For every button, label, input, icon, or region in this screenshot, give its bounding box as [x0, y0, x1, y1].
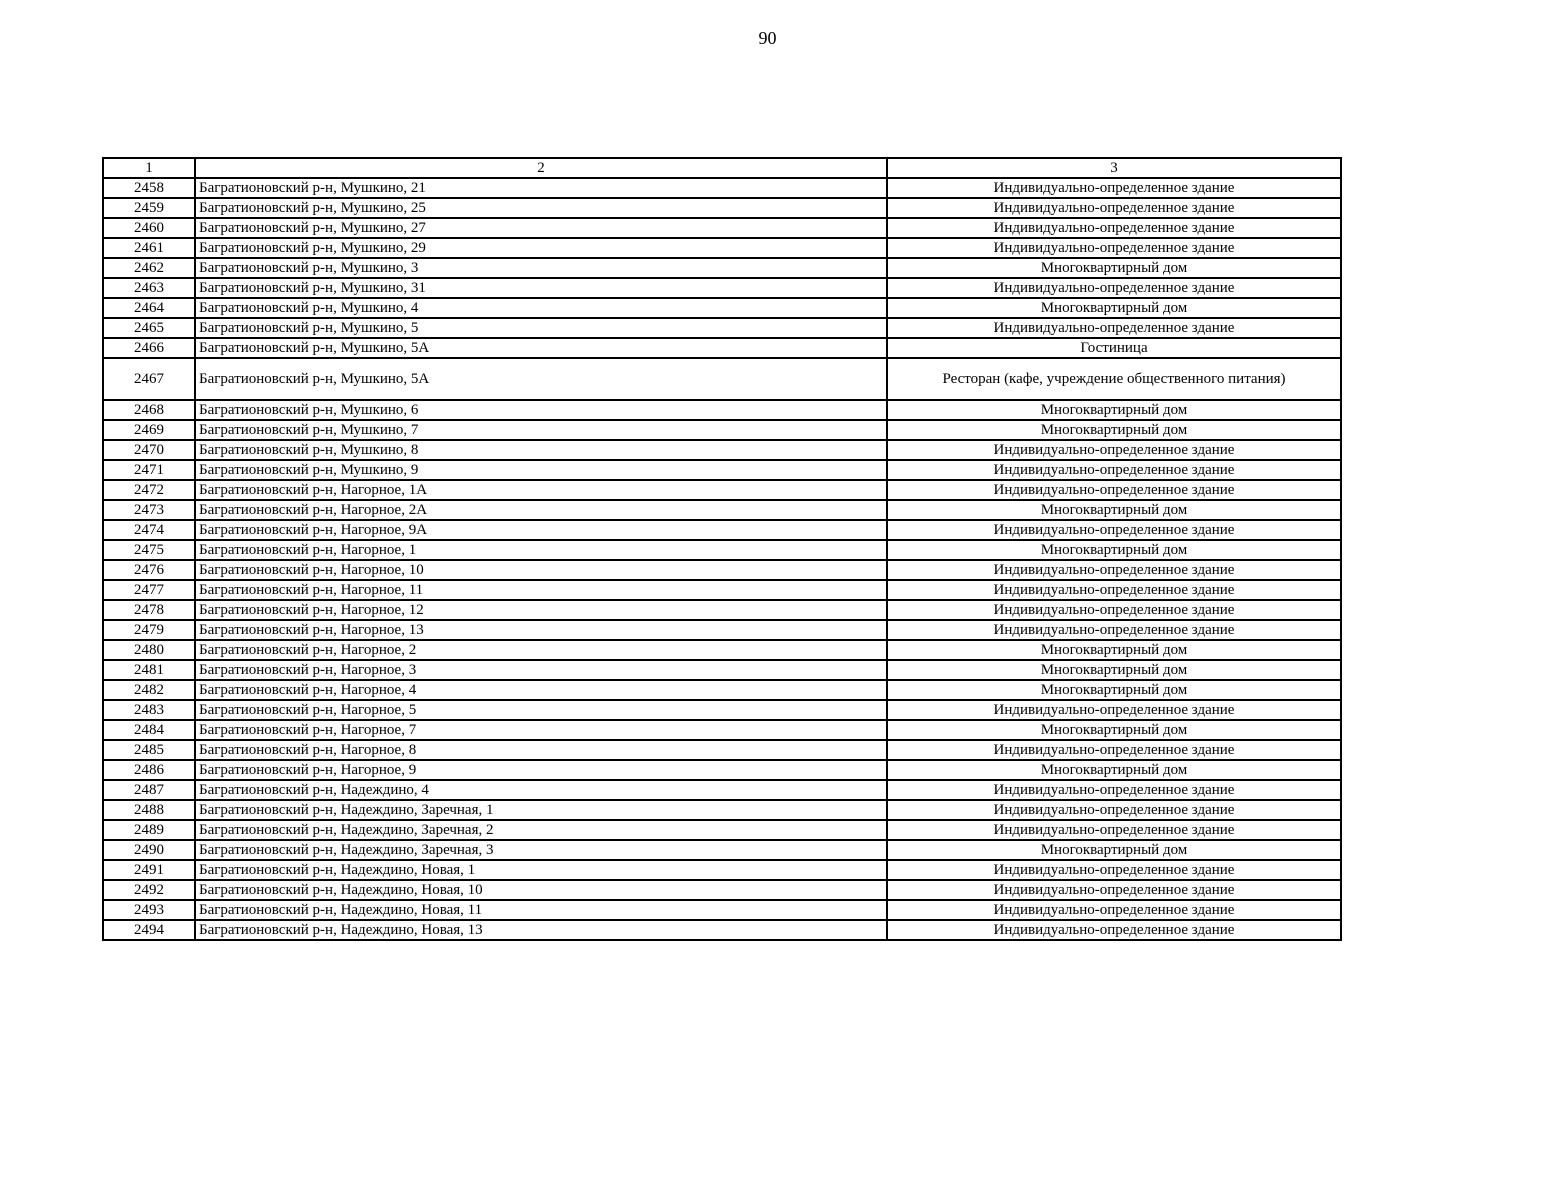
- object-type-cell: Индивидуально-определенное здание: [887, 860, 1341, 880]
- object-type-cell: Многоквартирный дом: [887, 720, 1341, 740]
- address-cell: Багратионовский р-н, Нагорное, 8: [195, 740, 887, 760]
- row-number-cell: 2482: [103, 680, 195, 700]
- object-type-cell: Многоквартирный дом: [887, 500, 1341, 520]
- object-type-cell: Многоквартирный дом: [887, 760, 1341, 780]
- object-type-cell: Индивидуально-определенное здание: [887, 800, 1341, 820]
- table-row: [103, 420, 1341, 440]
- address-cell: Багратионовский р-н, Нагорное, 10: [195, 560, 887, 580]
- address-cell: Багратионовский р-н, Надеждино, Заречная, 1: [195, 800, 887, 820]
- row-number-cell: 2479: [103, 620, 195, 640]
- address-cell: Багратионовский р-н, Нагорное, 12: [195, 600, 887, 620]
- object-type-cell: Индивидуально-определенное здание: [887, 900, 1341, 920]
- row-number-cell: 2473: [103, 500, 195, 520]
- object-type-cell: Индивидуально-определенное здание: [887, 820, 1341, 840]
- table-row: [103, 740, 1341, 760]
- table-row: [103, 358, 1341, 400]
- object-type-cell: Индивидуально-определенное здание: [887, 318, 1341, 338]
- table-row: [103, 198, 1341, 218]
- object-type-cell: Индивидуально-определенное здание: [887, 218, 1341, 238]
- object-type-cell: Ресторан (кафе, учреждение общественного питания): [887, 358, 1341, 400]
- row-number-cell: 2491: [103, 860, 195, 880]
- address-cell: Багратионовский р-н, Надеждино, Новая, 13: [195, 920, 887, 940]
- address-cell: Багратионовский р-н, Нагорное, 9: [195, 760, 887, 780]
- address-cell: Багратионовский р-н, Надеждино, Новая, 10: [195, 880, 887, 900]
- address-cell: Багратионовский р-н, Нагорное, 11: [195, 580, 887, 600]
- object-type-cell: Индивидуально-определенное здание: [887, 278, 1341, 298]
- object-type-cell: Индивидуально-определенное здание: [887, 780, 1341, 800]
- row-number-cell: 2470: [103, 440, 195, 460]
- table-row: [103, 440, 1341, 460]
- object-type-cell: Многоквартирный дом: [887, 420, 1341, 440]
- row-number-cell: 2486: [103, 760, 195, 780]
- object-type-cell: Индивидуально-определенное здание: [887, 560, 1341, 580]
- address-cell: Багратионовский р-н, Мушкино, 5А: [195, 338, 887, 358]
- row-number-cell: 2465: [103, 318, 195, 338]
- object-type-cell: Индивидуально-определенное здание: [887, 740, 1341, 760]
- address-cell: Багратионовский р-н, Мушкино, 5: [195, 318, 887, 338]
- address-cell: Багратионовский р-н, Надеждино, Заречная, 3: [195, 840, 887, 860]
- table-row: [103, 480, 1341, 500]
- address-cell: Багратионовский р-н, Нагорное, 13: [195, 620, 887, 640]
- row-number-cell: 2494: [103, 920, 195, 940]
- row-number-cell: 2485: [103, 740, 195, 760]
- table-row: [103, 680, 1341, 700]
- object-type-cell: Индивидуально-определенное здание: [887, 920, 1341, 940]
- row-number-cell: 2484: [103, 720, 195, 740]
- row-number-cell: 2487: [103, 780, 195, 800]
- row-number-cell: 2468: [103, 400, 195, 420]
- table-row: [103, 900, 1341, 920]
- object-type-cell: Индивидуально-определенное здание: [887, 620, 1341, 640]
- table-row: [103, 338, 1341, 358]
- object-type-cell: Индивидуально-определенное здание: [887, 600, 1341, 620]
- address-cell: Багратионовский р-н, Мушкино, 4: [195, 298, 887, 318]
- object-type-cell: Индивидуально-определенное здание: [887, 460, 1341, 480]
- address-cell: Багратионовский р-н, Мушкино, 8: [195, 440, 887, 460]
- table-row: [103, 318, 1341, 338]
- address-cell: Багратионовский р-н, Мушкино, 9: [195, 460, 887, 480]
- row-number-cell: 2469: [103, 420, 195, 440]
- address-cell: Багратионовский р-н, Нагорное, 1: [195, 540, 887, 560]
- object-type-cell: Индивидуально-определенное здание: [887, 520, 1341, 540]
- object-type-cell: Индивидуально-определенное здание: [887, 880, 1341, 900]
- row-number-cell: 2466: [103, 338, 195, 358]
- table-row: [103, 400, 1341, 420]
- table-body: [103, 178, 1341, 940]
- table-row: [103, 580, 1341, 600]
- object-type-cell: Индивидуально-определенное здание: [887, 700, 1341, 720]
- row-number-cell: 2467: [103, 358, 195, 400]
- table-row: [103, 258, 1341, 278]
- object-type-cell: Многоквартирный дом: [887, 298, 1341, 318]
- row-number-cell: 2490: [103, 840, 195, 860]
- table-row: [103, 720, 1341, 740]
- table-row: [103, 178, 1341, 198]
- object-type-cell: Многоквартирный дом: [887, 840, 1341, 860]
- object-type-cell: Индивидуально-определенное здание: [887, 580, 1341, 600]
- row-number-cell: 2489: [103, 820, 195, 840]
- object-type-cell: Индивидуально-определенное здание: [887, 198, 1341, 218]
- address-cell: Багратионовский р-н, Мушкино, 3: [195, 258, 887, 278]
- object-type-cell: Многоквартирный дом: [887, 680, 1341, 700]
- address-cell: Багратионовский р-н, Мушкино, 31: [195, 278, 887, 298]
- row-number-cell: 2477: [103, 580, 195, 600]
- table-row: [103, 620, 1341, 640]
- address-cell: Багратионовский р-н, Мушкино, 5А: [195, 358, 887, 400]
- row-number-cell: 2462: [103, 258, 195, 278]
- row-number-cell: 2475: [103, 540, 195, 560]
- address-cell: Багратионовский р-н, Надеждино, Заречная, 2: [195, 820, 887, 840]
- registry-table: [102, 157, 1342, 941]
- object-type-cell: Индивидуально-определенное здание: [887, 480, 1341, 500]
- table-row: [103, 278, 1341, 298]
- page-number: 90: [758, 28, 777, 48]
- table-row: [103, 298, 1341, 318]
- row-number-cell: 2488: [103, 800, 195, 820]
- address-cell: Багратионовский р-н, Нагорное, 2А: [195, 500, 887, 520]
- object-type-cell: Индивидуально-определенное здание: [887, 238, 1341, 258]
- row-number-cell: 2476: [103, 560, 195, 580]
- row-number-cell: 2480: [103, 640, 195, 660]
- object-type-cell: Индивидуально-определенное здание: [887, 178, 1341, 198]
- row-number-cell: 2459: [103, 198, 195, 218]
- address-cell: Багратионовский р-н, Нагорное, 9А: [195, 520, 887, 540]
- table-row: [103, 660, 1341, 680]
- table-row: [103, 500, 1341, 520]
- object-type-cell: Многоквартирный дом: [887, 660, 1341, 680]
- row-number-cell: 2472: [103, 480, 195, 500]
- object-type-cell: Многоквартирный дом: [887, 640, 1341, 660]
- table-row: [103, 780, 1341, 800]
- table-row: [103, 640, 1341, 660]
- column-header-type: 3: [887, 158, 1341, 178]
- table-row: [103, 600, 1341, 620]
- table-row: [103, 760, 1341, 780]
- object-type-cell: Индивидуально-определенное здание: [887, 440, 1341, 460]
- address-cell: Багратионовский р-н, Нагорное, 5: [195, 700, 887, 720]
- row-number-cell: 2478: [103, 600, 195, 620]
- address-cell: Багратионовский р-н, Мушкино, 7: [195, 420, 887, 440]
- row-number-cell: 2460: [103, 218, 195, 238]
- table-row: [103, 840, 1341, 860]
- address-cell: Багратионовский р-н, Мушкино, 25: [195, 198, 887, 218]
- row-number-cell: 2493: [103, 900, 195, 920]
- column-header-address: 2: [195, 158, 887, 178]
- address-cell: Багратионовский р-н, Нагорное, 3: [195, 660, 887, 680]
- address-cell: Багратионовский р-н, Нагорное, 1А: [195, 480, 887, 500]
- object-type-cell: Многоквартирный дом: [887, 540, 1341, 560]
- table-row: [103, 540, 1341, 560]
- table-row: [103, 238, 1341, 258]
- row-number-cell: 2474: [103, 520, 195, 540]
- header-row: [103, 158, 1341, 178]
- table-row: [103, 920, 1341, 940]
- table-row: [103, 218, 1341, 238]
- address-cell: Багратионовский р-н, Нагорное, 7: [195, 720, 887, 740]
- table-row: [103, 460, 1341, 480]
- row-number-cell: 2461: [103, 238, 195, 258]
- table-row: [103, 800, 1341, 820]
- address-cell: Багратионовский р-н, Мушкино, 6: [195, 400, 887, 420]
- address-cell: Багратионовский р-н, Надеждино, Новая, 1: [195, 860, 887, 880]
- table-row: [103, 880, 1341, 900]
- address-cell: Багратионовский р-н, Мушкино, 21: [195, 178, 887, 198]
- row-number-cell: 2492: [103, 880, 195, 900]
- row-number-cell: 2463: [103, 278, 195, 298]
- row-number-cell: 2483: [103, 700, 195, 720]
- table-row: [103, 560, 1341, 580]
- address-cell: Багратионовский р-н, Нагорное, 2: [195, 640, 887, 660]
- address-cell: Багратионовский р-н, Мушкино, 27: [195, 218, 887, 238]
- table-row: [103, 860, 1341, 880]
- row-number-cell: 2458: [103, 178, 195, 198]
- row-number-cell: 2471: [103, 460, 195, 480]
- row-number-cell: 2464: [103, 298, 195, 318]
- table-row: [103, 700, 1341, 720]
- object-type-cell: Многоквартирный дом: [887, 258, 1341, 278]
- object-type-cell: Гостиница: [887, 338, 1341, 358]
- column-header-number: 1: [103, 158, 195, 178]
- table-row: [103, 520, 1341, 540]
- row-number-cell: 2481: [103, 660, 195, 680]
- object-type-cell: Многоквартирный дом: [887, 400, 1341, 420]
- table-row: [103, 820, 1341, 840]
- address-cell: Багратионовский р-н, Нагорное, 4: [195, 680, 887, 700]
- address-cell: Багратионовский р-н, Надеждино, Новая, 11: [195, 900, 887, 920]
- address-cell: Багратионовский р-н, Надеждино, 4: [195, 780, 887, 800]
- address-cell: Багратионовский р-н, Мушкино, 29: [195, 238, 887, 258]
